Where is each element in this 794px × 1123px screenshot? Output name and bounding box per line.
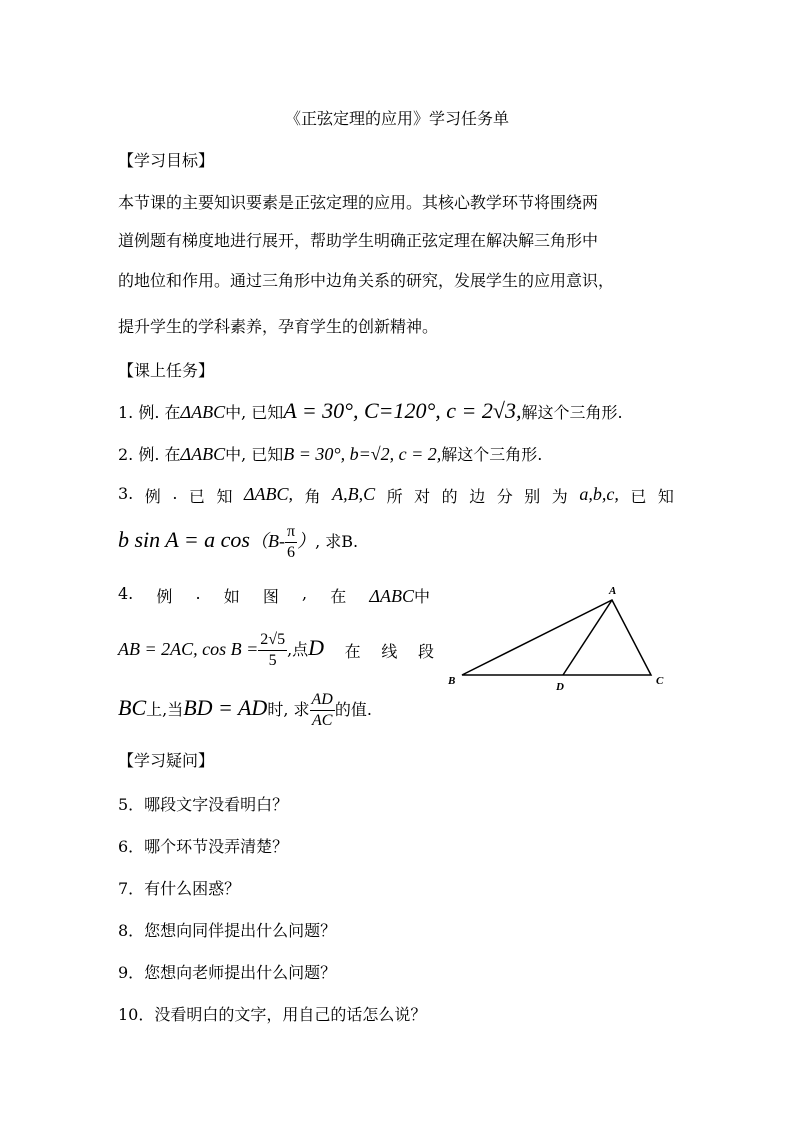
task-3-eq-open: （B- xyxy=(250,531,285,551)
task-4-line-2 xyxy=(118,630,434,671)
task-3-word: 知 xyxy=(216,487,233,506)
task-4-word: . xyxy=(195,584,201,603)
task-2-triangle: ΔABC xyxy=(180,444,226,464)
task-4-word: 图 xyxy=(262,587,279,606)
task-4-word: , xyxy=(302,584,308,603)
task-3-word: 为 xyxy=(551,487,568,506)
task-4-text: 时, 求 xyxy=(267,700,310,719)
task-3-equation: b sin A = a cos xyxy=(118,527,250,552)
task-4-triangle: ΔABC xyxy=(369,586,414,606)
page-title: 《正弦定理的应用》学习任务单 xyxy=(284,109,509,128)
question-10: 10．没看明白的文字，用自己的话怎么说？ xyxy=(118,1005,427,1024)
task-4-text: 上,当 xyxy=(146,700,184,719)
task-4-word: 如 xyxy=(223,587,240,606)
questions-heading: 【学习疑问】 xyxy=(118,751,215,770)
task-3-word: 知 xyxy=(657,487,674,506)
task-4-point: D xyxy=(308,635,325,660)
task-4-word: 中 xyxy=(413,587,430,606)
task-3-word: 边 xyxy=(469,487,486,506)
task-4-word: 在 xyxy=(330,587,347,606)
task-4-ratio xyxy=(310,690,335,731)
task-3-word: 别 xyxy=(524,487,541,506)
label-b: B xyxy=(448,675,456,687)
objectives-line-2: 道例题有梯度地进行展开，帮助学生明确正弦定理在解决解三角形中 xyxy=(118,231,599,250)
label-a: A xyxy=(609,585,617,597)
tasks-heading: 【课上任务】 xyxy=(118,361,215,380)
task-4-word: 线 xyxy=(381,642,398,661)
task-3-suffix: , 求B. xyxy=(315,532,359,551)
triangle-figure xyxy=(444,580,674,695)
task-2-expression: B = 30°, b=√2, c = 2, xyxy=(283,444,442,464)
task-1 xyxy=(118,398,623,424)
task-4-fraction-den: 5 xyxy=(268,652,277,669)
task-4-text: 的值. xyxy=(334,700,372,719)
task-4-word: 段 xyxy=(417,642,434,661)
task-4-ratio-den: AC xyxy=(311,712,333,729)
question-5: 5．哪段文字没看明白？ xyxy=(118,795,289,814)
task-3-fraction-den: 6 xyxy=(287,544,296,561)
objectives-line-1: 本节课的主要知识要素是正弦定理的应用。其核心教学环节将围绕两 xyxy=(118,193,599,212)
task-4-num: 4. xyxy=(118,584,134,603)
objectives-line-3: 的地位和作用。通过三角形中边角关系的研究，发展学生的应用意识， xyxy=(118,271,615,290)
task-4-equation: AB = 2AC, cos B = xyxy=(118,639,259,659)
task-1-mid: 中, 已知 xyxy=(225,403,284,422)
task-2-prefix: 2. 例. 在 xyxy=(118,445,181,464)
objectives-heading: 【学习目标】 xyxy=(118,151,215,170)
task-3-angles: A,B,C xyxy=(332,484,376,504)
objectives-line-4: 提升学生的学科素养，孕育学生的创新精神。 xyxy=(118,317,439,336)
task-3-word: 已 xyxy=(630,487,647,506)
task-4-after: ,点 xyxy=(287,640,309,659)
task-2 xyxy=(118,442,542,465)
task-2-mid: 中, 已知 xyxy=(225,445,284,464)
task-3-eq-close: ） xyxy=(297,531,316,551)
task-4-ratio-num: AD xyxy=(310,690,335,711)
question-6: 6．哪个环节没弄清楚？ xyxy=(118,837,289,856)
task-3-word: 对 xyxy=(414,487,431,506)
task-4-word: 在 xyxy=(344,642,361,661)
task-1-expression: A = 30°, C=120°, c = 2√3, xyxy=(283,398,522,423)
task-4-fraction xyxy=(258,630,287,671)
question-9: 9．您想向老师提出什么问题？ xyxy=(118,963,337,982)
task-4-condition: BD = AD xyxy=(183,695,268,720)
task-1-suffix: 解这个三角形. xyxy=(521,403,623,422)
task-3-line-1 xyxy=(118,484,674,507)
task-3-word: 已 xyxy=(188,487,205,506)
task-1-triangle: ΔABC xyxy=(180,402,226,422)
task-3-fraction-num: π xyxy=(285,522,297,543)
task-3-word: 所 xyxy=(386,487,403,506)
task-3-word: . xyxy=(172,484,178,503)
triangle-abc xyxy=(462,600,651,675)
label-c: C xyxy=(656,675,664,687)
task-4-segment: BC xyxy=(118,695,147,720)
task-4-word: 例 xyxy=(156,587,173,606)
task-3-fraction xyxy=(285,522,297,563)
task-1-prefix: 1. 例. 在 xyxy=(118,403,181,422)
question-7: 7．有什么困惑？ xyxy=(118,879,241,898)
task-2-suffix: 解这个三角形. xyxy=(441,445,543,464)
task-3-word: 例 xyxy=(144,487,161,506)
task-3-triangle: ΔABC, xyxy=(243,484,294,504)
task-3-word: 分 xyxy=(496,487,513,506)
task-4-fraction-num: 2√5 xyxy=(258,630,287,651)
task-3-line-2 xyxy=(118,522,358,563)
label-d: D xyxy=(556,681,564,693)
task-3-word: 的 xyxy=(441,487,458,506)
task-3-word: 角 xyxy=(304,487,321,506)
task-3-num: 3. xyxy=(118,484,134,503)
task-4-line-1 xyxy=(118,584,430,607)
segment-ad xyxy=(563,600,612,675)
task-3-sides: a,b,c, xyxy=(579,484,619,504)
task-4-line-3 xyxy=(118,690,372,731)
question-8: 8．您想向同伴提出什么问题？ xyxy=(118,921,337,940)
